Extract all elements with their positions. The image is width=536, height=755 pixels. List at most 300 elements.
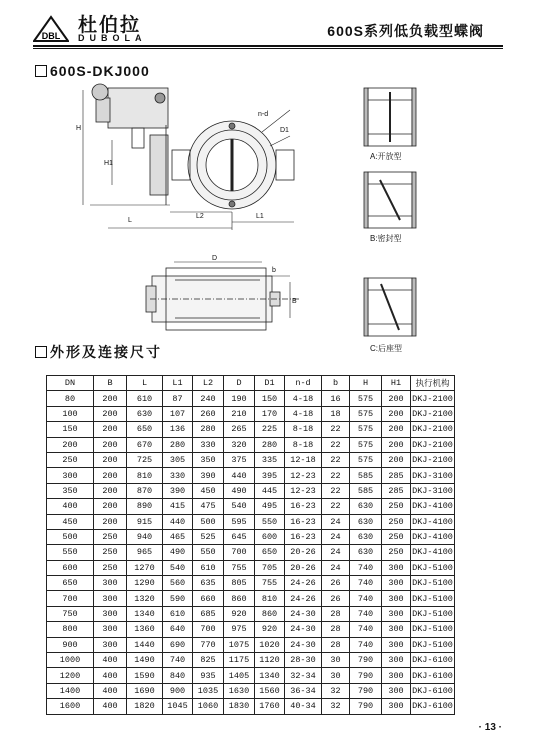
table-cell: 32 bbox=[322, 699, 350, 714]
table-cell: 200 bbox=[382, 437, 411, 452]
column-header: H1 bbox=[382, 376, 411, 391]
table-cell: 300 bbox=[382, 622, 411, 637]
table-cell: DKJ-6100 bbox=[411, 653, 455, 668]
table-cell: 1405 bbox=[224, 668, 255, 683]
table-cell: 335 bbox=[255, 452, 285, 467]
table-cell: 20-26 bbox=[285, 545, 322, 560]
table-row bbox=[47, 637, 455, 652]
table-row bbox=[47, 422, 455, 437]
table-cell: 26 bbox=[322, 576, 350, 591]
table-cell: 285 bbox=[382, 483, 411, 498]
label-L: L bbox=[128, 217, 132, 224]
table-cell: 1400 bbox=[47, 683, 94, 698]
table-cell: 200 bbox=[94, 483, 127, 498]
table-cell: 40-34 bbox=[285, 699, 322, 714]
table-cell: 790 bbox=[350, 653, 382, 668]
table-cell: 200 bbox=[382, 422, 411, 437]
table-row bbox=[47, 452, 455, 467]
table-cell: 170 bbox=[255, 406, 285, 421]
label-B: B bbox=[292, 298, 297, 305]
table-cell: 450 bbox=[47, 514, 94, 529]
table-cell: 1200 bbox=[47, 668, 94, 683]
table-cell: 915 bbox=[127, 514, 163, 529]
label-b: b bbox=[272, 267, 276, 274]
table-cell: 22 bbox=[322, 452, 350, 467]
table-cell: 1175 bbox=[224, 653, 255, 668]
table-cell: 640 bbox=[163, 622, 193, 637]
table-cell: DKJ-5100 bbox=[411, 637, 455, 652]
table-cell: 4-18 bbox=[285, 391, 322, 406]
table-cell: DKJ-6100 bbox=[411, 699, 455, 714]
table-cell: 650 bbox=[47, 576, 94, 591]
table-cell: 700 bbox=[193, 622, 224, 637]
table-row bbox=[47, 653, 455, 668]
label-nd: n-d bbox=[258, 111, 269, 118]
table-cell: 690 bbox=[163, 637, 193, 652]
table-cell: 590 bbox=[163, 591, 193, 606]
table-cell: 1060 bbox=[193, 699, 224, 714]
column-header: n-d bbox=[285, 376, 322, 391]
table-cell: 1630 bbox=[224, 683, 255, 698]
table-cell: 250 bbox=[382, 529, 411, 544]
table-cell: 30 bbox=[322, 668, 350, 683]
table-cell: 300 bbox=[382, 653, 411, 668]
table-cell: 1035 bbox=[193, 683, 224, 698]
table-cell: 685 bbox=[193, 606, 224, 621]
table-cell: 200 bbox=[47, 437, 94, 452]
table-cell: 250 bbox=[94, 529, 127, 544]
table-cell: 200 bbox=[382, 391, 411, 406]
table-cell: 935 bbox=[193, 668, 224, 683]
table-cell: 740 bbox=[163, 653, 193, 668]
valve-plan-view-icon bbox=[146, 268, 300, 330]
table-cell: 755 bbox=[224, 560, 255, 575]
table-cell: DKJ-5100 bbox=[411, 576, 455, 591]
table-cell: 300 bbox=[382, 591, 411, 606]
table-cell: 575 bbox=[350, 452, 382, 467]
view-b-caption: B:密封型 bbox=[370, 234, 402, 243]
table-cell: 200 bbox=[94, 422, 127, 437]
label-D1: D1 bbox=[280, 127, 289, 134]
table-cell: 790 bbox=[350, 683, 382, 698]
table-cell: DKJ-2100 bbox=[411, 437, 455, 452]
table-cell: 1340 bbox=[255, 668, 285, 683]
table-cell: 1360 bbox=[127, 622, 163, 637]
table-cell: 1320 bbox=[127, 591, 163, 606]
table-cell: 107 bbox=[163, 406, 193, 421]
table-cell: 610 bbox=[193, 560, 224, 575]
table-cell: 630 bbox=[350, 499, 382, 514]
checkbox-square-icon bbox=[35, 346, 47, 358]
table-row bbox=[47, 668, 455, 683]
table-cell: 24-26 bbox=[285, 576, 322, 591]
table-cell: 500 bbox=[193, 514, 224, 529]
table-cell: 1270 bbox=[127, 560, 163, 575]
view-c-caption: C:后座型 bbox=[370, 344, 402, 353]
table-cell: 200 bbox=[94, 514, 127, 529]
table-cell: 600 bbox=[47, 560, 94, 575]
table-cell: 495 bbox=[255, 499, 285, 514]
table-cell: 810 bbox=[255, 591, 285, 606]
table-row bbox=[47, 699, 455, 714]
table-cell: DKJ-4100 bbox=[411, 529, 455, 544]
table-cell: 965 bbox=[127, 545, 163, 560]
column-header: DN bbox=[47, 376, 94, 391]
table-cell: 1120 bbox=[255, 653, 285, 668]
table-cell: DKJ-2100 bbox=[411, 452, 455, 467]
table-cell: DKJ-2100 bbox=[411, 422, 455, 437]
section-title: 外形及连接尺寸 bbox=[35, 342, 162, 362]
table-cell: 705 bbox=[255, 560, 285, 575]
table-cell: 32 bbox=[322, 683, 350, 698]
table-cell: 22 bbox=[322, 437, 350, 452]
table-cell: 810 bbox=[127, 468, 163, 483]
table-row bbox=[47, 591, 455, 606]
table-cell: 16 bbox=[322, 391, 350, 406]
table-cell: 840 bbox=[163, 668, 193, 683]
column-header: L bbox=[127, 376, 163, 391]
table-cell: 630 bbox=[350, 514, 382, 529]
table-cell: 22 bbox=[322, 422, 350, 437]
table-row bbox=[47, 406, 455, 421]
table-cell: DKJ-2100 bbox=[411, 391, 455, 406]
table-cell: 540 bbox=[163, 560, 193, 575]
table-cell: 650 bbox=[255, 545, 285, 560]
table-cell: 250 bbox=[47, 452, 94, 467]
table-cell: 300 bbox=[382, 699, 411, 714]
table-cell: 300 bbox=[94, 576, 127, 591]
table-cell: 440 bbox=[224, 468, 255, 483]
table-cell: 28 bbox=[322, 637, 350, 652]
table-cell: 280 bbox=[255, 437, 285, 452]
table-cell: 1600 bbox=[47, 699, 94, 714]
model-code: 600S-DKJ000 bbox=[35, 63, 150, 79]
table-cell: 24 bbox=[322, 529, 350, 544]
table-header-row bbox=[47, 376, 455, 391]
table-row bbox=[47, 622, 455, 637]
table-cell: 200 bbox=[94, 468, 127, 483]
table-cell: 445 bbox=[255, 483, 285, 498]
table-cell: 725 bbox=[127, 452, 163, 467]
table-cell: 24 bbox=[322, 514, 350, 529]
table-cell: 150 bbox=[47, 422, 94, 437]
table-cell: 550 bbox=[255, 514, 285, 529]
table-cell: 870 bbox=[127, 483, 163, 498]
table-cell: 250 bbox=[382, 514, 411, 529]
table-cell: 30 bbox=[322, 653, 350, 668]
table-cell: 920 bbox=[255, 622, 285, 637]
column-header: L1 bbox=[163, 376, 193, 391]
table-cell: 1045 bbox=[163, 699, 193, 714]
table-cell: 390 bbox=[163, 483, 193, 498]
table-cell: 1560 bbox=[255, 683, 285, 698]
column-header: b bbox=[322, 376, 350, 391]
table-cell: 190 bbox=[224, 391, 255, 406]
label-L2: L2 bbox=[196, 213, 204, 220]
table-cell: 300 bbox=[47, 468, 94, 483]
table-cell: 200 bbox=[94, 452, 127, 467]
table-cell: 770 bbox=[193, 637, 224, 652]
table-cell: 250 bbox=[382, 499, 411, 514]
table-cell: 660 bbox=[193, 591, 224, 606]
table-cell: 920 bbox=[224, 606, 255, 621]
table-cell: 20-26 bbox=[285, 560, 322, 575]
brand-name-en: DUBOLA bbox=[78, 33, 147, 43]
table-cell: 1000 bbox=[47, 653, 94, 668]
table-cell: 12-18 bbox=[285, 452, 322, 467]
table-cell: 390 bbox=[193, 468, 224, 483]
table-cell: 300 bbox=[382, 606, 411, 621]
table-cell: DKJ-2100 bbox=[411, 406, 455, 421]
table-cell: 1690 bbox=[127, 683, 163, 698]
table-cell: 1490 bbox=[127, 653, 163, 668]
table-cell: 1590 bbox=[127, 668, 163, 683]
table-row bbox=[47, 606, 455, 621]
table-cell: 860 bbox=[255, 606, 285, 621]
table-cell: 525 bbox=[193, 529, 224, 544]
actuator-icon bbox=[92, 84, 168, 205]
table-cell: 350 bbox=[47, 483, 94, 498]
dimension-table bbox=[46, 375, 455, 715]
table-cell: 12-23 bbox=[285, 483, 322, 498]
table-cell: 635 bbox=[193, 576, 224, 591]
table-cell: DKJ-3100 bbox=[411, 468, 455, 483]
table-row bbox=[47, 545, 455, 560]
table-cell: 18 bbox=[322, 406, 350, 421]
table-cell: 395 bbox=[255, 468, 285, 483]
table-cell: 440 bbox=[163, 514, 193, 529]
valve-drawing bbox=[0, 0, 536, 340]
table-cell: 900 bbox=[163, 683, 193, 698]
table-cell: 575 bbox=[350, 391, 382, 406]
table-cell: 740 bbox=[350, 606, 382, 621]
table-cell: 610 bbox=[127, 391, 163, 406]
table-cell: 16-23 bbox=[285, 499, 322, 514]
table-cell: 250 bbox=[94, 545, 127, 560]
table-cell: 300 bbox=[382, 683, 411, 698]
page-number: · 13 · bbox=[478, 722, 502, 733]
table-cell: DKJ-6100 bbox=[411, 683, 455, 698]
table-cell: 24 bbox=[322, 545, 350, 560]
table-cell: 550 bbox=[193, 545, 224, 560]
column-header: D1 bbox=[255, 376, 285, 391]
table-row bbox=[47, 437, 455, 452]
column-header: 执行机构 bbox=[411, 376, 455, 391]
table-cell: 28 bbox=[322, 622, 350, 637]
table-cell: 22 bbox=[322, 483, 350, 498]
table-cell: 200 bbox=[94, 437, 127, 452]
table-cell: 200 bbox=[94, 406, 127, 421]
table-cell: 650 bbox=[127, 422, 163, 437]
table-cell: 750 bbox=[47, 606, 94, 621]
table-cell: 24-30 bbox=[285, 637, 322, 652]
table-row bbox=[47, 529, 455, 544]
table-row bbox=[47, 576, 455, 591]
table-cell: 24-30 bbox=[285, 622, 322, 637]
column-header: H bbox=[350, 376, 382, 391]
table-cell: 550 bbox=[47, 545, 94, 560]
table-cell: 700 bbox=[224, 545, 255, 560]
view-a-caption: A:开放型 bbox=[370, 152, 402, 161]
table-cell: 200 bbox=[382, 406, 411, 421]
table-cell: 200 bbox=[94, 499, 127, 514]
table-cell: 400 bbox=[94, 653, 127, 668]
table-cell: 305 bbox=[163, 452, 193, 467]
table-cell: 22 bbox=[322, 499, 350, 514]
table-cell: 805 bbox=[224, 576, 255, 591]
table-cell: 320 bbox=[224, 437, 255, 452]
table-cell: 1340 bbox=[127, 606, 163, 621]
table-cell: 575 bbox=[350, 437, 382, 452]
table-cell: 36-34 bbox=[285, 683, 322, 698]
table-cell: 940 bbox=[127, 529, 163, 544]
table-cell: 24 bbox=[322, 560, 350, 575]
table-cell: 475 bbox=[193, 499, 224, 514]
column-header: D bbox=[224, 376, 255, 391]
table-cell: 740 bbox=[350, 576, 382, 591]
table-cell: 150 bbox=[255, 391, 285, 406]
table-cell: 575 bbox=[350, 406, 382, 421]
table-cell: 24-30 bbox=[285, 606, 322, 621]
table-cell: 265 bbox=[224, 422, 255, 437]
table-cell: 32-34 bbox=[285, 668, 322, 683]
table-cell: 300 bbox=[94, 637, 127, 652]
table-cell: 12-23 bbox=[285, 468, 322, 483]
table-cell: 670 bbox=[127, 437, 163, 452]
table-cell: 595 bbox=[224, 514, 255, 529]
table-cell: DKJ-6100 bbox=[411, 668, 455, 683]
table-cell: 280 bbox=[193, 422, 224, 437]
table-cell: 200 bbox=[94, 391, 127, 406]
table-cell: 790 bbox=[350, 668, 382, 683]
table-cell: 330 bbox=[163, 468, 193, 483]
table-cell: 28-30 bbox=[285, 653, 322, 668]
table-row bbox=[47, 468, 455, 483]
table-cell: 26 bbox=[322, 591, 350, 606]
table-cell: 415 bbox=[163, 499, 193, 514]
table-cell: 300 bbox=[94, 622, 127, 637]
table-row bbox=[47, 683, 455, 698]
table-cell: 490 bbox=[224, 483, 255, 498]
table-cell: 250 bbox=[94, 560, 127, 575]
table-cell: 740 bbox=[350, 591, 382, 606]
table-cell: 900 bbox=[47, 637, 94, 652]
table-cell: 375 bbox=[224, 452, 255, 467]
table-row bbox=[47, 514, 455, 529]
table-cell: 300 bbox=[382, 576, 411, 591]
table-cell: 585 bbox=[350, 483, 382, 498]
table-cell: 1290 bbox=[127, 576, 163, 591]
table-cell: 250 bbox=[382, 545, 411, 560]
table-cell: 755 bbox=[255, 576, 285, 591]
table-cell: 450 bbox=[193, 483, 224, 498]
table-cell: 825 bbox=[193, 653, 224, 668]
label-H1: H1 bbox=[104, 160, 113, 167]
table-cell: 400 bbox=[94, 668, 127, 683]
table-cell: 610 bbox=[163, 606, 193, 621]
brand-name-cn: 杜伯拉 bbox=[78, 15, 142, 36]
table-cell: 136 bbox=[163, 422, 193, 437]
table-cell: 280 bbox=[163, 437, 193, 452]
table-cell: 22 bbox=[322, 468, 350, 483]
table-cell: DKJ-4100 bbox=[411, 499, 455, 514]
table-cell: 630 bbox=[127, 406, 163, 421]
table-cell: 1760 bbox=[255, 699, 285, 714]
table-cell: DKJ-5100 bbox=[411, 622, 455, 637]
table-cell: 210 bbox=[224, 406, 255, 421]
table-cell: DKJ-4100 bbox=[411, 545, 455, 560]
table-cell: 975 bbox=[224, 622, 255, 637]
table-cell: 285 bbox=[382, 468, 411, 483]
table-cell: 240 bbox=[193, 391, 224, 406]
label-H: H bbox=[76, 125, 82, 132]
table-cell: 28 bbox=[322, 606, 350, 621]
table-cell: 200 bbox=[382, 452, 411, 467]
table-cell: 350 bbox=[193, 452, 224, 467]
table-cell: 740 bbox=[350, 622, 382, 637]
label-L1: L1 bbox=[256, 213, 264, 220]
table-cell: 860 bbox=[224, 591, 255, 606]
table-cell: 16-23 bbox=[285, 529, 322, 544]
table-cell: 1820 bbox=[127, 699, 163, 714]
table-cell: 8-18 bbox=[285, 422, 322, 437]
table-cell: 490 bbox=[163, 545, 193, 560]
table-cell: 890 bbox=[127, 499, 163, 514]
view-b-icon bbox=[364, 172, 416, 228]
table-cell: 465 bbox=[163, 529, 193, 544]
table-cell: 16-23 bbox=[285, 514, 322, 529]
table-cell: 300 bbox=[382, 637, 411, 652]
table-cell: 87 bbox=[163, 391, 193, 406]
table-cell: 600 bbox=[255, 529, 285, 544]
table-row bbox=[47, 560, 455, 575]
table-cell: DKJ-5100 bbox=[411, 591, 455, 606]
table-cell: 585 bbox=[350, 468, 382, 483]
table-cell: DKJ-3100 bbox=[411, 483, 455, 498]
table-cell: 400 bbox=[94, 683, 127, 698]
table-cell: 260 bbox=[193, 406, 224, 421]
table-cell: 300 bbox=[382, 668, 411, 683]
table-cell: 645 bbox=[224, 529, 255, 544]
view-a-icon bbox=[364, 88, 416, 146]
table-cell: 630 bbox=[350, 529, 382, 544]
table-cell: 560 bbox=[163, 576, 193, 591]
table-row bbox=[47, 483, 455, 498]
table-cell: 575 bbox=[350, 422, 382, 437]
header-title: 600S系列低负载型蝶阀 bbox=[327, 23, 484, 39]
table-cell: 1020 bbox=[255, 637, 285, 652]
table-cell: 1440 bbox=[127, 637, 163, 652]
logo-text: DBL bbox=[41, 31, 61, 41]
table-cell: 100 bbox=[47, 406, 94, 421]
table-cell: 300 bbox=[94, 606, 127, 621]
table-cell: DKJ-5100 bbox=[411, 606, 455, 621]
table-cell: 8-18 bbox=[285, 437, 322, 452]
table-cell: 740 bbox=[350, 560, 382, 575]
table-cell: 400 bbox=[94, 699, 127, 714]
table-cell: 1830 bbox=[224, 699, 255, 714]
table-cell: 300 bbox=[382, 560, 411, 575]
column-header: B bbox=[94, 376, 127, 391]
table-cell: 540 bbox=[224, 499, 255, 514]
table-cell: 500 bbox=[47, 529, 94, 544]
table-cell: 300 bbox=[94, 591, 127, 606]
table-cell: 80 bbox=[47, 391, 94, 406]
table-cell: 630 bbox=[350, 545, 382, 560]
table-cell: DKJ-4100 bbox=[411, 514, 455, 529]
table-cell: DKJ-5100 bbox=[411, 560, 455, 575]
column-header: L2 bbox=[193, 376, 224, 391]
